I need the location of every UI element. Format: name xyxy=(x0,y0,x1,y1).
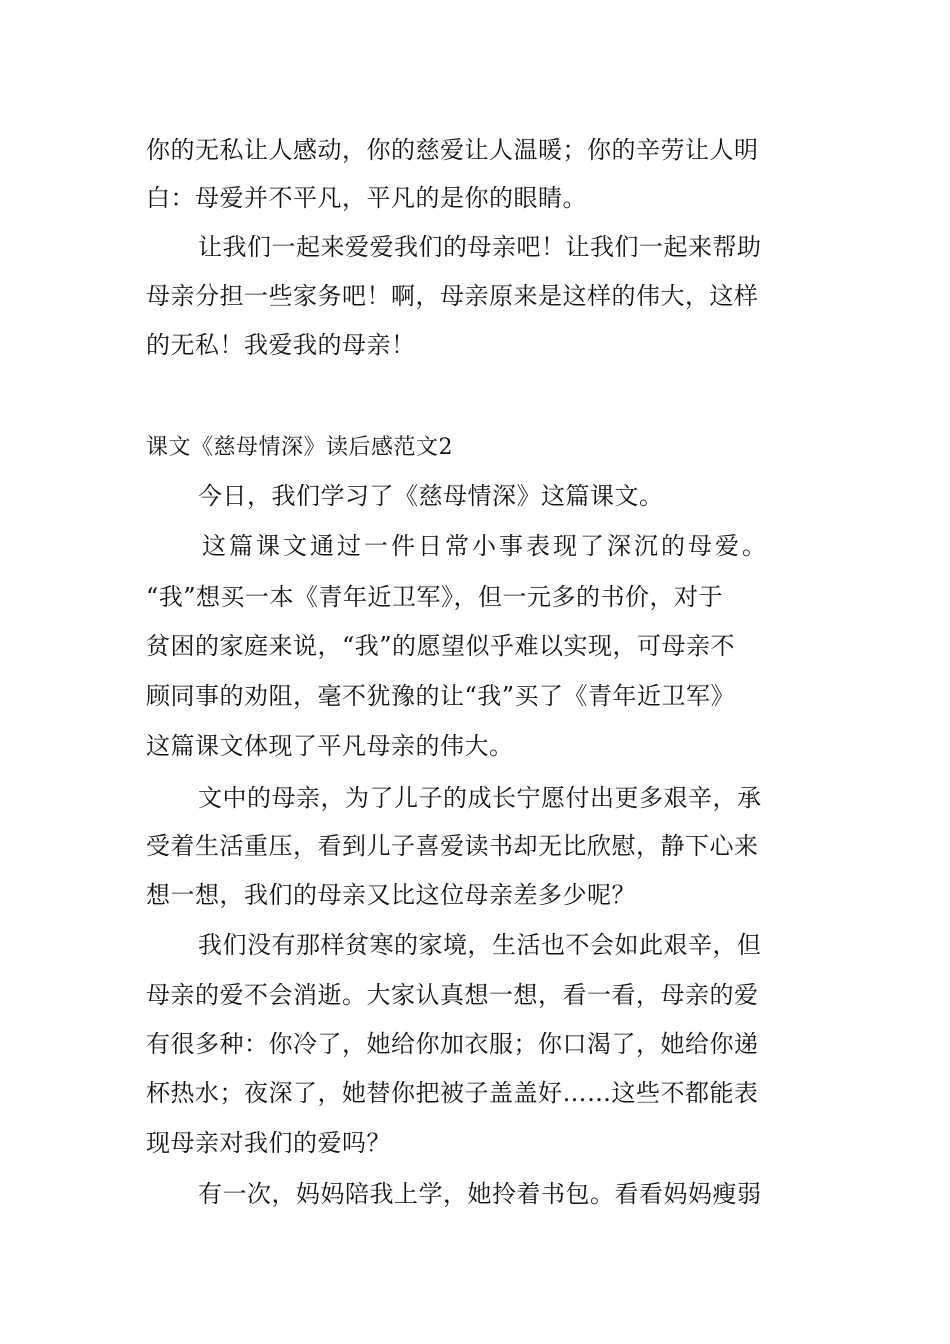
paragraph-1-line-2: 白：母爱并不平凡，平凡的是你的眼睛。 xyxy=(146,184,587,212)
paragraph-7-line-1: 有一次，妈妈陪我上学，她拎着书包。看看妈妈瘦弱 xyxy=(198,1180,762,1208)
paragraph-4-line-5: 这篇课文体现了平凡母亲的伟大。 xyxy=(146,732,514,760)
paragraph-6-line-2: 母亲的爱不会消逝。大家认真想一想，看一看，母亲的爱 xyxy=(146,981,759,1009)
paragraph-5-line-3: 想一想，我们的母亲又比这位母亲差多少呢？ xyxy=(146,881,636,909)
paragraph-4-line-4: 顾同事的劝阻，毫不犹豫的让“我”买了《青年近卫军》 xyxy=(146,682,736,710)
paragraph-5-line-1: 文中的母亲，为了儿子的成长宁愿付出更多艰辛，承 xyxy=(198,784,762,812)
paragraph-4-line-3: 贫困的家庭来说，“我”的愿望似乎难以实现，可母亲不 xyxy=(146,632,736,660)
paragraph-2-line-3: 的无私！我爱我的母亲！ xyxy=(146,331,416,359)
paragraph-6-line-3: 有很多种：你冷了，她给你加衣服；你口渴了，她给你递 xyxy=(146,1030,759,1058)
paragraph-6-line-4: 杯热水；夜深了，她替你把被子盖盖好……这些不都能表 xyxy=(146,1079,759,1107)
paragraph-3-line-1: 今日，我们学习了《慈母情深》这篇课文。 xyxy=(198,482,664,510)
section-title: 课文《慈母情深》读后感范文2 xyxy=(146,435,453,460)
paragraph-2-line-1: 让我们一起来爱爱我们的母亲吧！让我们一起来帮助 xyxy=(198,233,762,261)
paragraph-6-line-5: 现母亲对我们的爱吗？ xyxy=(146,1129,391,1157)
paragraph-6-line-1: 我们没有那样贫寒的家境，生活也不会如此艰辛，但 xyxy=(198,931,762,959)
paragraph-4-line-2: “我”想买一本《青年近卫军》，但一元多的书价，对于 xyxy=(146,583,724,611)
paragraph-2-line-2: 母亲分担一些家务吧！啊，母亲原来是这样的伟大，这样 xyxy=(146,282,759,310)
paragraph-4-line-1: 这篇课文通过一件日常小事表现了深沉的母爱。 xyxy=(202,532,769,560)
paragraph-1-line-1: 你的无私让人感动，你的慈爱让人温暖；你的辛劳让人明 xyxy=(146,136,759,164)
paragraph-5-line-2: 受着生活重压，看到儿子喜爱读书却无比欣慰，静下心来 xyxy=(146,832,759,860)
